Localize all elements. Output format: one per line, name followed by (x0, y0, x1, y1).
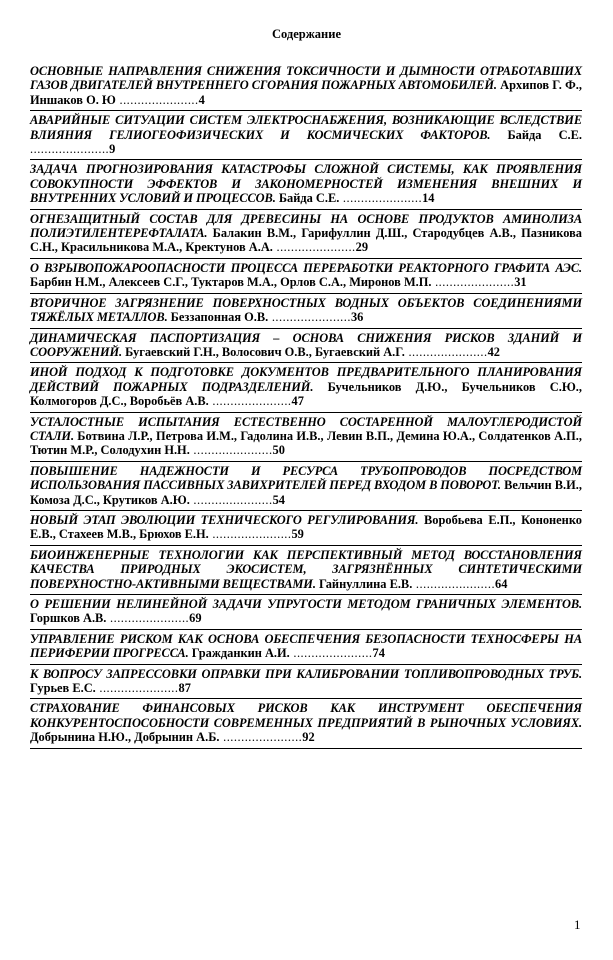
toc-entry[interactable] (30, 365, 582, 412)
toc-entry[interactable] (30, 548, 582, 595)
toc-entry-authors: Беззапонная О.В. (170, 310, 269, 325)
leader-dots: ...................... (412, 576, 496, 591)
toc-entry[interactable] (30, 261, 582, 294)
toc-entry-title: ДИНАМИЧЕСКАЯ ПАСПОРТИЗАЦИЯ – ОСНОВА СНИЖЕНИЯ РИСКОВ ЗДАНИЙ И СООРУЖЕНИЙ. (30, 330, 582, 359)
leader-dots: ...................... (115, 92, 199, 107)
toc-entry-title: АВАРИЙНЫЕ СИТУАЦИИ СИСТЕМ ЭЛЕКТРОСНАБЖЕНИЯ, ВОЗНИКАЮЩИЕ ВСЛЕДСТВИЕ ВЛИЯНИЯ ГЕЛИОГЕОФИЗИЧЕСКИХ И КОСМИЧЕСКИХ ФАКТОРОВ. (30, 113, 582, 142)
toc-entry[interactable] (30, 296, 582, 329)
toc-entry[interactable] (30, 667, 582, 700)
toc-entry-page: 54 (272, 492, 285, 507)
toc-entry-page: 9 (109, 142, 116, 157)
toc-entry-authors: Гражданкин А.И. (191, 646, 290, 661)
toc-entry-title: ПОВЫШЕНИЕ НАДЕЖНОСТИ И РЕСУРСА ТРУБОПРОВОДОВ ПОСРЕДСТВОМ ИСПОЛЬЗОВАНИЯ ПАССИВНЫХ ЗАВИХРИТЕЛЕЙ ПЕРЕД ВХОДОМ В ПОВОРОТ. (30, 463, 582, 493)
leader-dots: ...................... (272, 240, 356, 255)
toc-entry-title: О РЕШЕНИИ НЕЛИНЕЙНОЙ ЗАДАЧИ УПРУГОСТИ МЕТОДОМ ГРАНИЧНЫХ ЭЛЕМЕНТОВ. (30, 597, 582, 611)
toc-entry-title: ВТОРИЧНОЕ ЗАГРЯЗНЕНИЕ ПОВЕРХНОСТНЫХ ВОДНЫХ ОБЪЕКТОВ СОЕДИНЕНИЯМИ ТЯЖЁЛЫХ МЕТАЛЛОВ. (30, 295, 582, 325)
toc-entry-page: 4 (198, 92, 205, 107)
toc-entry-authors: Балакин В.М., Гарифуллин Д.Ш., Стародубцев А.В., Пазникова С.Н., Красильникова М.А., Кректунов А.А. (30, 226, 582, 255)
toc-entry-title: ЗАДАЧА ПРОГНОЗИРОВАНИЯ КАТАСТРОФЫ СЛОЖНОЙ СИСТЕМЫ, КАК ПРОЯВЛЕНИЯ СОВОКУПНОСТИ ЭФФЕКТОВ И ЗАКОНОМЕРНОСТЕЙ ИЗМЕНЕНИЯ ВНЕШНИХ И ВНУТРЕННИХ УСЛОВИЙ И ПРОЦЕССОВ. (30, 162, 582, 206)
toc-entry[interactable] (30, 632, 582, 665)
leader-dots: ...................... (219, 730, 303, 745)
toc-entry-page: 42 (487, 344, 500, 359)
toc-entry-authors: Гурьев Е.С. (30, 681, 96, 696)
leader-dots: ...................... (208, 527, 292, 542)
leader-dots: ...................... (189, 443, 273, 458)
toc-entry-title: ОГНЕЗАЩИТНЫЙ СОСТАВ ДЛЯ ДРЕВЕСИНЫ НА ОСНОВЕ ПРОДУКТОВ АМИНОЛИЗА ПОЛИЭТИЛЕНТЕРЕФТАЛАТА. (30, 211, 582, 241)
toc-entry[interactable] (30, 64, 582, 111)
toc-entry-authors: Воробьева Е.П., Кононенко Е.В., Стахеев М.В., Брюхов Е.Н. (30, 512, 582, 542)
toc-entry-page: 47 (291, 394, 304, 409)
toc-entry-authors: Бучельников Д.Ю., Бучельников С.Ю., Колмогоров Д.С., Воробьёв А.В. (30, 379, 582, 409)
toc-entry[interactable] (30, 162, 582, 209)
toc-entry[interactable] (30, 415, 582, 462)
toc-entry-page: 50 (272, 443, 285, 458)
toc-entry-title: БИОИНЖЕНЕРНЫЕ ТЕХНОЛОГИИ КАК ПЕРСПЕКТИВНЫЙ МЕТОД ВОССТАНОВЛЕНИЯ КАЧЕСТВА ПРИРОДНЫХ ЭКОСИСТЕМ, ЗАГРЯЗНЁННЫХ СИНТЕТИЧЕСКИМИ ПОВЕРХНОСТНО-АКТИВНЫМИ ВЕЩЕСТВАМИ. (30, 547, 582, 591)
leader-dots: ...................... (404, 344, 488, 359)
toc-entry-title: ОСНОВНЫЕ НАПРАВЛЕНИЯ СНИЖЕНИЯ ТОКСИЧНОСТИ И ДЫМНОСТИ ОТРАБОТАВШИХ ГАЗОВ ДВИГАТЕЛЕЙ ВНУТРЕННЕГО СГОРАНИЯ ПОЖАРНЫХ АВТОМОБИЛЕЙ. (30, 64, 582, 93)
toc-entry[interactable] (30, 513, 582, 546)
toc-entry-page: 92 (302, 730, 315, 745)
toc-entry[interactable] (30, 597, 582, 630)
toc-entry-page: 69 (189, 611, 202, 626)
toc-entry-authors: Бугаевский Г.Н., Волосович О.В., Бугаевский А.Г. (125, 344, 405, 359)
toc-entry-authors: Гайнуллина Е.В. (318, 576, 413, 591)
toc-entry-title: УПРАВЛЕНИЕ РИСКОМ КАК ОСНОВА ОБЕСПЕЧЕНИЯ БЕЗОПАСНОСТИ ТЕХНОСФЕРЫ НА ПЕРИФЕРИИ ПРОГРЕССА. (30, 631, 582, 661)
toc-entry-authors: Добрынина Н.Ю., Добрынин А.Б. (30, 730, 220, 745)
leader-dots: ...................... (106, 611, 190, 626)
toc-entry-title: СТРАХОВАНИЕ ФИНАНСОВЫХ РИСКОВ КАК ИНСТРУМЕНТ ОБЕСПЕЧЕНИЯ КОНКУРЕНТОСПОСОБНОСТИ СОВРЕМЕННЫХ ПРЕДПРИЯТИЙ В РЫНОЧНЫХ УСЛОВИЯХ. (30, 701, 582, 730)
toc-entry-authors: Байда С.Е. (278, 191, 340, 206)
toc-entry-page: 14 (422, 191, 435, 206)
leader-dots: ...................... (208, 394, 292, 409)
toc-entry-title: УСТАЛОСТНЫЕ ИСПЫТАНИЯ ЕСТЕСТВЕННО СОСТАРЕННОЙ МАЛОУГЛЕРОДИСТОЙ СТАЛИ. (30, 414, 582, 443)
leader-dots: ...................... (339, 191, 423, 206)
toc-entry-page: 64 (495, 576, 508, 591)
toc-entry-title: К ВОПРОСУ ЗАПРЕССОВКИ ОПРАВКИ ПРИ КАЛИБРОВАНИИ ТОПЛИВОПРОВОДНЫХ ТРУБ. (30, 666, 582, 681)
toc-entry-page: 31 (514, 275, 527, 290)
leader-dots: ...................... (189, 492, 273, 507)
toc-entry[interactable] (30, 113, 582, 160)
leader-dots: ...................... (30, 142, 110, 157)
toc-heading: Содержание (271, 27, 341, 41)
toc-entry-page: 74 (372, 646, 385, 661)
toc-entry[interactable] (30, 464, 582, 511)
toc-entry-authors: Байда С.Е. (507, 127, 582, 142)
toc-entry-authors: Горшков А.В. (30, 611, 107, 626)
toc-entry-title: ИНОЙ ПОДХОД К ПОДГОТОВКЕ ДОКУМЕНТОВ ПРЕДВАРИТЕЛЬНОГО ПЛАНИРОВАНИЯ ДЕЙСТВИЙ ПОЖАРНЫХ ПОДРАЗДЕЛЕНИЙ. (30, 365, 582, 394)
leader-dots: ...................... (289, 646, 373, 661)
toc-entry-title: НОВЫЙ ЭТАП ЭВОЛЮЦИИ ТЕХНИЧЕСКОГО РЕГУЛИРОВАНИЯ. (30, 512, 419, 527)
toc-entry-authors: Архипов Г. Ф., Иншаков О. Ю (30, 78, 582, 107)
toc-entry-page: 29 (355, 240, 369, 255)
toc-entry-page: 87 (178, 681, 191, 696)
toc-entry-authors: Вельчин В.И., Комоза Д.С., Крутиков А.Ю. (30, 478, 582, 507)
toc-entry-authors: Ботвина Л.Р., Петрова И.М., Гадолина И.В., Левин В.П., Демина Ю.А., Солдатенков А.П., Тютин М.Р., Солодухин Н.Н. (30, 428, 582, 458)
toc-entry-authors: Барбин Н.М., Алексеев С.Г., Туктаров М.А., Орлов С.А., Миронов М.П. (30, 275, 432, 290)
leader-dots: ...................... (268, 310, 351, 325)
toc-entry[interactable] (30, 331, 582, 364)
page-number: 1 (574, 917, 581, 932)
toc-entry-title: О ВЗРЫВОПОЖАРООПАСНОСТИ ПРОЦЕССА ПЕРЕРАБОТКИ РЕАКТОРНОГО ГРАФИТА АЭС. (30, 260, 582, 275)
table-of-contents (30, 64, 582, 751)
leader-dots: ...................... (431, 275, 515, 290)
toc-entry[interactable] (30, 212, 582, 259)
leader-dots: ...................... (95, 681, 179, 696)
toc-entry-page: 36 (350, 310, 364, 325)
toc-entry-page: 59 (291, 527, 304, 542)
toc-entry[interactable] (30, 701, 582, 748)
